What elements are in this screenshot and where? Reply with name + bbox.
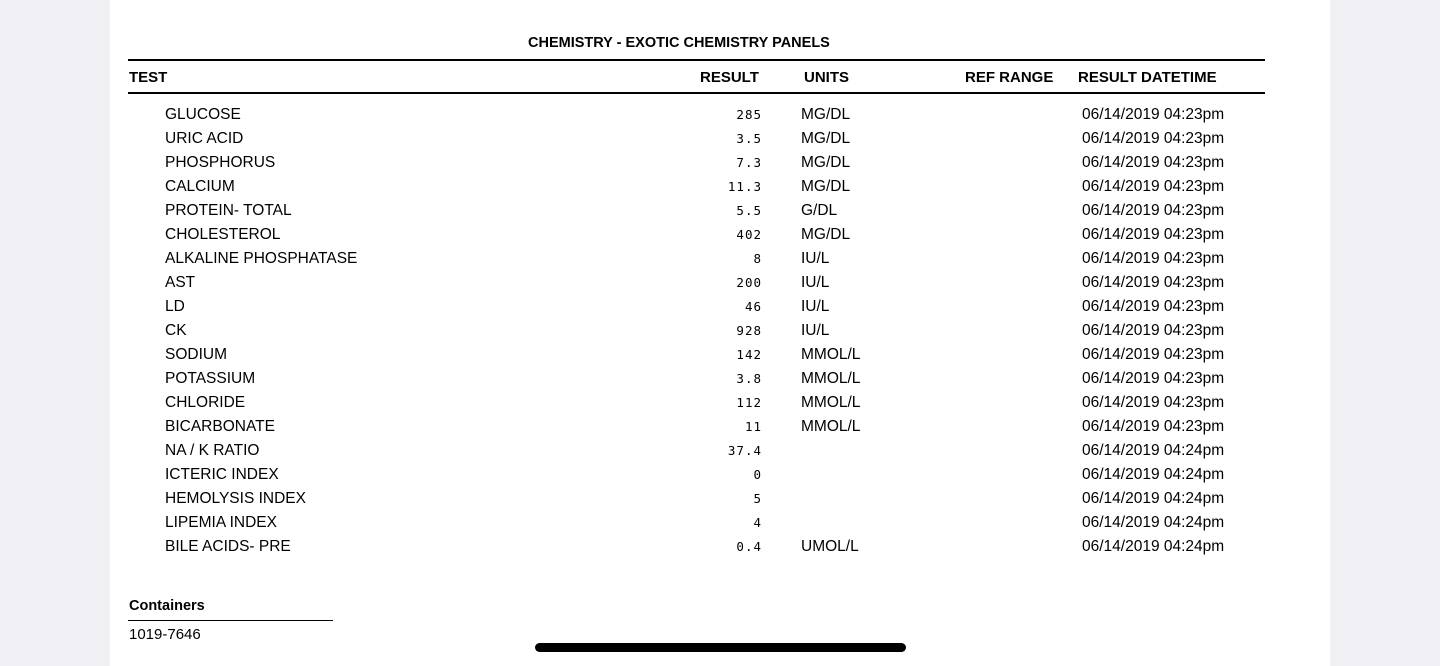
units-value: G/DL bbox=[801, 202, 838, 219]
test-name: SODIUM bbox=[165, 346, 227, 363]
test-name: GLUCOSE bbox=[165, 106, 241, 123]
report-page bbox=[110, 0, 1330, 666]
result-datetime: 06/14/2019 04:23pm bbox=[1082, 250, 1225, 267]
header-bottom-rule bbox=[128, 92, 1265, 94]
result-value: 5 bbox=[753, 491, 762, 506]
section-title: CHEMISTRY - EXOTIC CHEMISTRY PANELS bbox=[528, 35, 830, 51]
table-row bbox=[110, 128, 1330, 152]
units-value: MMOL/L bbox=[801, 346, 861, 363]
result-value: 3.5 bbox=[736, 131, 762, 146]
result-value: 4 bbox=[753, 515, 762, 530]
result-value: 46 bbox=[744, 299, 762, 314]
units-value: MG/DL bbox=[801, 106, 851, 123]
result-datetime: 06/14/2019 04:23pm bbox=[1082, 394, 1225, 411]
units-value: MMOL/L bbox=[801, 370, 861, 387]
test-name: BILE ACIDS- PRE bbox=[165, 538, 291, 555]
result-datetime: 06/14/2019 04:23pm bbox=[1082, 202, 1225, 219]
result-value: 142 bbox=[736, 347, 762, 362]
test-name: LD bbox=[165, 298, 185, 315]
table-row bbox=[110, 344, 1330, 368]
table-row bbox=[110, 488, 1330, 512]
table-row bbox=[110, 392, 1330, 416]
column-header-result-datetime: RESULT DATETIME bbox=[1078, 69, 1217, 86]
result-datetime: 06/14/2019 04:23pm bbox=[1082, 298, 1225, 315]
test-name: HEMOLYSIS INDEX bbox=[165, 490, 306, 507]
result-datetime: 06/14/2019 04:23pm bbox=[1082, 130, 1225, 147]
header-top-rule bbox=[128, 59, 1265, 61]
result-datetime: 06/14/2019 04:24pm bbox=[1082, 490, 1225, 507]
units-value: IU/L bbox=[801, 298, 830, 315]
result-value: 112 bbox=[736, 395, 762, 410]
result-value: 7.3 bbox=[736, 155, 762, 170]
table-row bbox=[110, 464, 1330, 488]
result-datetime: 06/14/2019 04:23pm bbox=[1082, 346, 1225, 363]
result-value: 0 bbox=[753, 467, 762, 482]
column-header-result: RESULT bbox=[700, 69, 759, 86]
test-name: ICTERIC INDEX bbox=[165, 466, 279, 483]
table-row bbox=[110, 320, 1330, 344]
table-row bbox=[110, 152, 1330, 176]
home-indicator[interactable] bbox=[535, 643, 906, 652]
result-value: 37.4 bbox=[727, 443, 762, 458]
units-value: MG/DL bbox=[801, 130, 851, 147]
table-row bbox=[110, 272, 1330, 296]
result-value: 3.8 bbox=[736, 371, 762, 386]
units-value: MG/DL bbox=[801, 226, 851, 243]
result-value: 402 bbox=[736, 227, 762, 242]
test-name: ALKALINE PHOSPHATASE bbox=[165, 250, 358, 267]
result-datetime: 06/14/2019 04:24pm bbox=[1082, 538, 1225, 555]
result-datetime: 06/14/2019 04:23pm bbox=[1082, 370, 1225, 387]
table-row bbox=[110, 248, 1330, 272]
table-row bbox=[110, 296, 1330, 320]
test-name: CHLORIDE bbox=[165, 394, 246, 411]
table-row bbox=[110, 512, 1330, 536]
table-row bbox=[110, 416, 1330, 440]
units-value: MMOL/L bbox=[801, 394, 861, 411]
units-value: IU/L bbox=[801, 274, 830, 291]
test-name: URIC ACID bbox=[165, 130, 244, 147]
table-row bbox=[110, 200, 1330, 224]
table-row bbox=[110, 536, 1330, 560]
table-row bbox=[110, 440, 1330, 464]
result-value: 928 bbox=[736, 323, 762, 338]
test-name: PROTEIN- TOTAL bbox=[165, 202, 292, 219]
column-header-ref-range: REF RANGE bbox=[965, 69, 1054, 86]
table-row bbox=[110, 104, 1330, 128]
result-datetime: 06/14/2019 04:24pm bbox=[1082, 442, 1225, 459]
result-value: 5.5 bbox=[736, 203, 762, 218]
results-table bbox=[110, 104, 1330, 560]
test-name: CALCIUM bbox=[165, 178, 235, 195]
result-datetime: 06/14/2019 04:24pm bbox=[1082, 466, 1225, 483]
column-header-units: UNITS bbox=[804, 69, 849, 86]
result-value: 11 bbox=[744, 419, 762, 434]
result-value: 11.3 bbox=[727, 179, 762, 194]
table-row bbox=[110, 224, 1330, 248]
units-value: MG/DL bbox=[801, 154, 851, 171]
units-value: IU/L bbox=[801, 250, 830, 267]
result-value: 285 bbox=[736, 107, 762, 122]
test-name: LIPEMIA INDEX bbox=[165, 514, 277, 531]
test-name: CK bbox=[165, 322, 187, 339]
result-value: 8 bbox=[753, 251, 762, 266]
test-name: CHOLESTEROL bbox=[165, 226, 281, 243]
test-name: POTASSIUM bbox=[165, 370, 256, 387]
result-datetime: 06/14/2019 04:23pm bbox=[1082, 418, 1225, 435]
test-name: AST bbox=[165, 274, 196, 291]
result-datetime: 06/14/2019 04:23pm bbox=[1082, 154, 1225, 171]
test-name: PHOSPHORUS bbox=[165, 154, 276, 171]
units-value: MG/DL bbox=[801, 178, 851, 195]
result-datetime: 06/14/2019 04:23pm bbox=[1082, 226, 1225, 243]
units-value: IU/L bbox=[801, 322, 830, 339]
units-value: UMOL/L bbox=[801, 538, 859, 555]
column-header-test: TEST bbox=[129, 69, 168, 86]
result-datetime: 06/14/2019 04:24pm bbox=[1082, 514, 1225, 531]
result-datetime: 06/14/2019 04:23pm bbox=[1082, 274, 1225, 291]
containers-rule bbox=[128, 620, 333, 621]
units-value: MMOL/L bbox=[801, 418, 861, 435]
test-name: NA / K RATIO bbox=[165, 442, 260, 459]
result-datetime: 06/14/2019 04:23pm bbox=[1082, 106, 1225, 123]
result-datetime: 06/14/2019 04:23pm bbox=[1082, 322, 1225, 339]
table-row bbox=[110, 176, 1330, 200]
result-datetime: 06/14/2019 04:23pm bbox=[1082, 178, 1225, 195]
containers-value: 1019-7646 bbox=[129, 626, 201, 643]
result-value: 0.4 bbox=[736, 539, 762, 554]
table-row bbox=[110, 368, 1330, 392]
result-value: 200 bbox=[736, 275, 762, 290]
test-name: BICARBONATE bbox=[165, 418, 275, 435]
containers-label: Containers bbox=[129, 598, 205, 614]
